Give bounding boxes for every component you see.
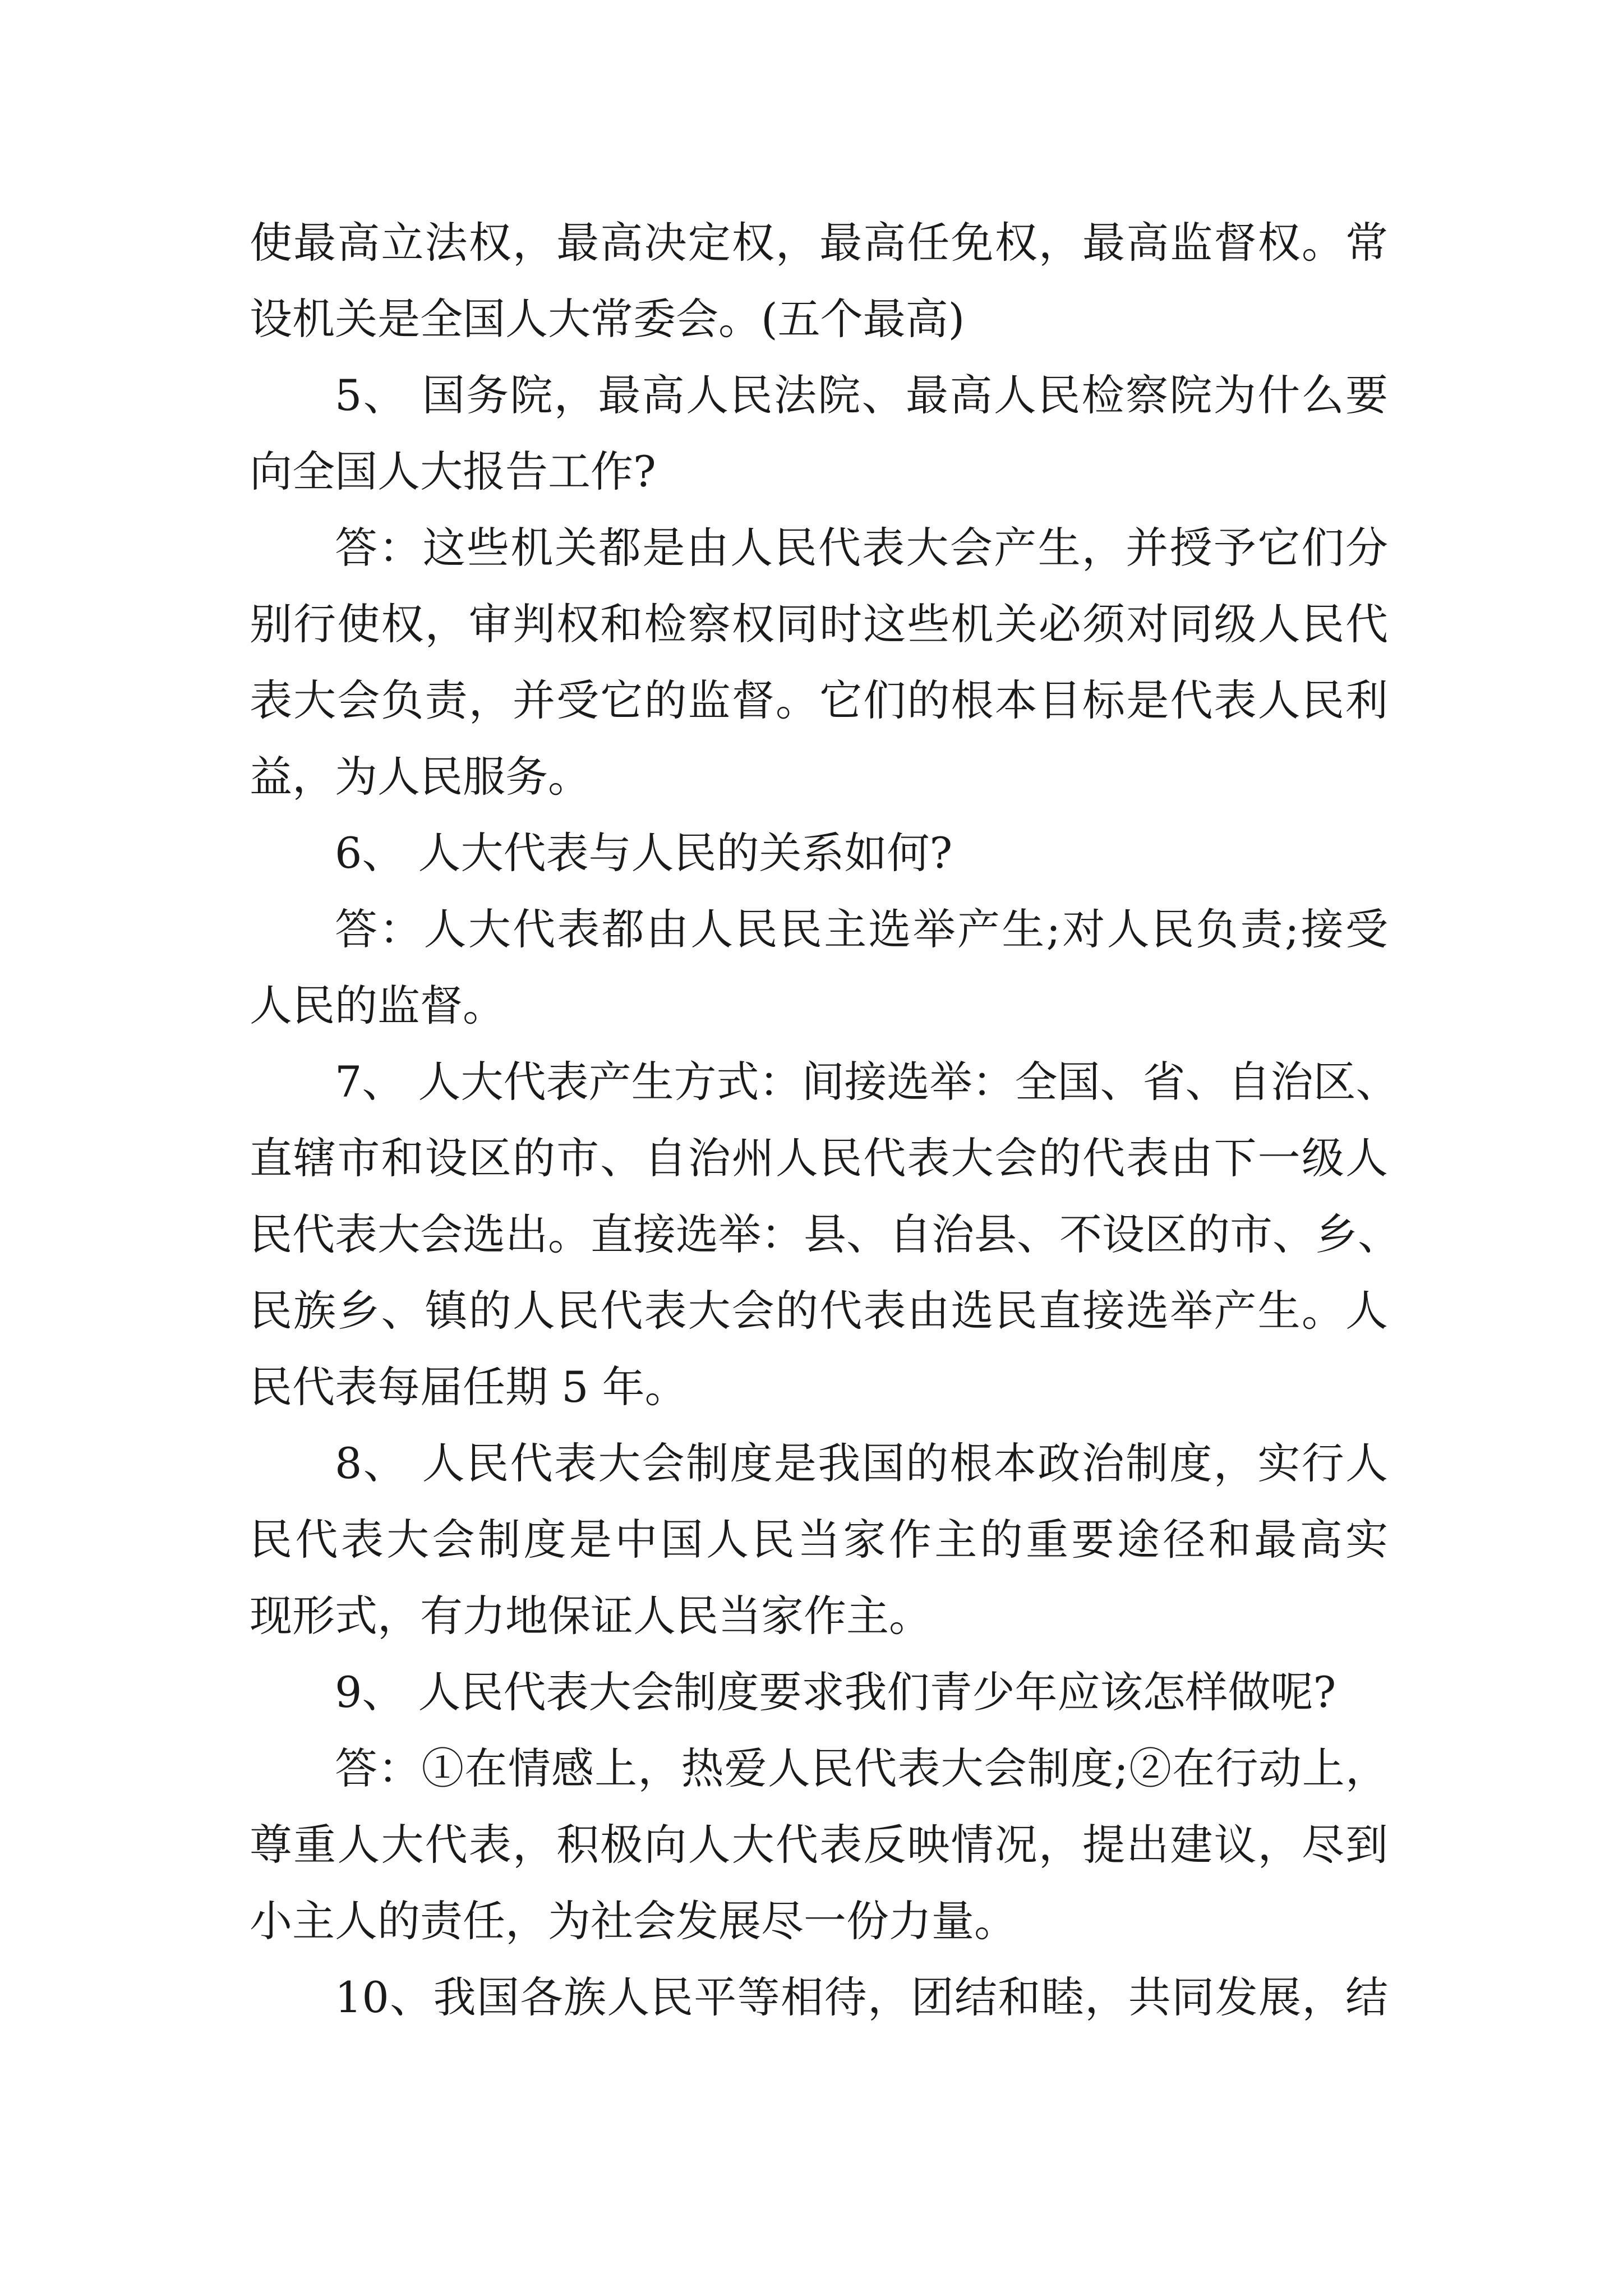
question-heading: 8、 人民代表大会制度是我国的根本政治制度，实行人 — [335, 1438, 1388, 1488]
question-heading: 9、 人民代表大会制度要求我们青少年应该怎样做呢? — [335, 1667, 1336, 1717]
text-line: 直辖市和设区的市、自治州人民代表大会的代表由下一级人 — [250, 1133, 1388, 1183]
text-line: 民代表每届任期 5 年。 — [250, 1362, 688, 1412]
text-line: 民代表大会选出。直接选举：县、自治县、不设区的市、乡、 — [250, 1209, 1400, 1259]
answer-paragraph: 答：这些机关都是由人民代表大会产生，并授予它们分 — [335, 523, 1388, 573]
question-heading: 7、 人大代表产生方式：间接选举：全国、省、自治区、 — [335, 1057, 1399, 1107]
text-line: 人民的监督。 — [250, 981, 505, 1030]
text-line: 小主人的责任，为社会发展尽一份力量。 — [250, 1896, 1017, 1946]
text-line: 民代表大会制度是中国人民当家作主的重要途径和最高实 — [250, 1515, 1388, 1565]
text-line: 表大会负责，并受它的监督。它们的根本目标是代表人民利 — [250, 675, 1388, 725]
body-text — [250, 205, 1400, 2036]
question-heading: 10、我国各族人民平等相待，团结和睦，共同发展，结 — [335, 1972, 1388, 2022]
answer-paragraph: 答：①在情感上，热爱人民代表大会制度;②在行动上， — [335, 1743, 1388, 1793]
text-line: 别行使权，审判权和检察权同时这些机关必须对同级人民代 — [250, 599, 1388, 649]
answer-paragraph: 答：人大代表都由人民民主选举产生;对人民负责;接受 — [335, 904, 1388, 954]
text-line: 益，为人民服务。 — [250, 752, 591, 802]
text-line: 尊重人大代表，积极向人大代表反映情况，提出建议，尽到 — [250, 1820, 1388, 1870]
text-line: 使最高立法权，最高决定权，最高任免权，最高监督权。常 — [250, 218, 1388, 268]
question-heading: 5、 国务院，最高人民法院、最高人民检察院为什么要 — [335, 370, 1388, 420]
text-line: 设机关是全国人大常委会。(五个最高) — [250, 294, 965, 344]
text-line: 向全国人大报告工作? — [250, 447, 656, 496]
question-heading: 6、 人大代表与人民的关系如何? — [335, 828, 953, 878]
text-line: 民族乡、镇的人民代表大会的代表由选民直接选举产生。人 — [250, 1286, 1388, 1336]
text-line: 现形式，有力地保证人民当家作主。 — [250, 1591, 932, 1641]
